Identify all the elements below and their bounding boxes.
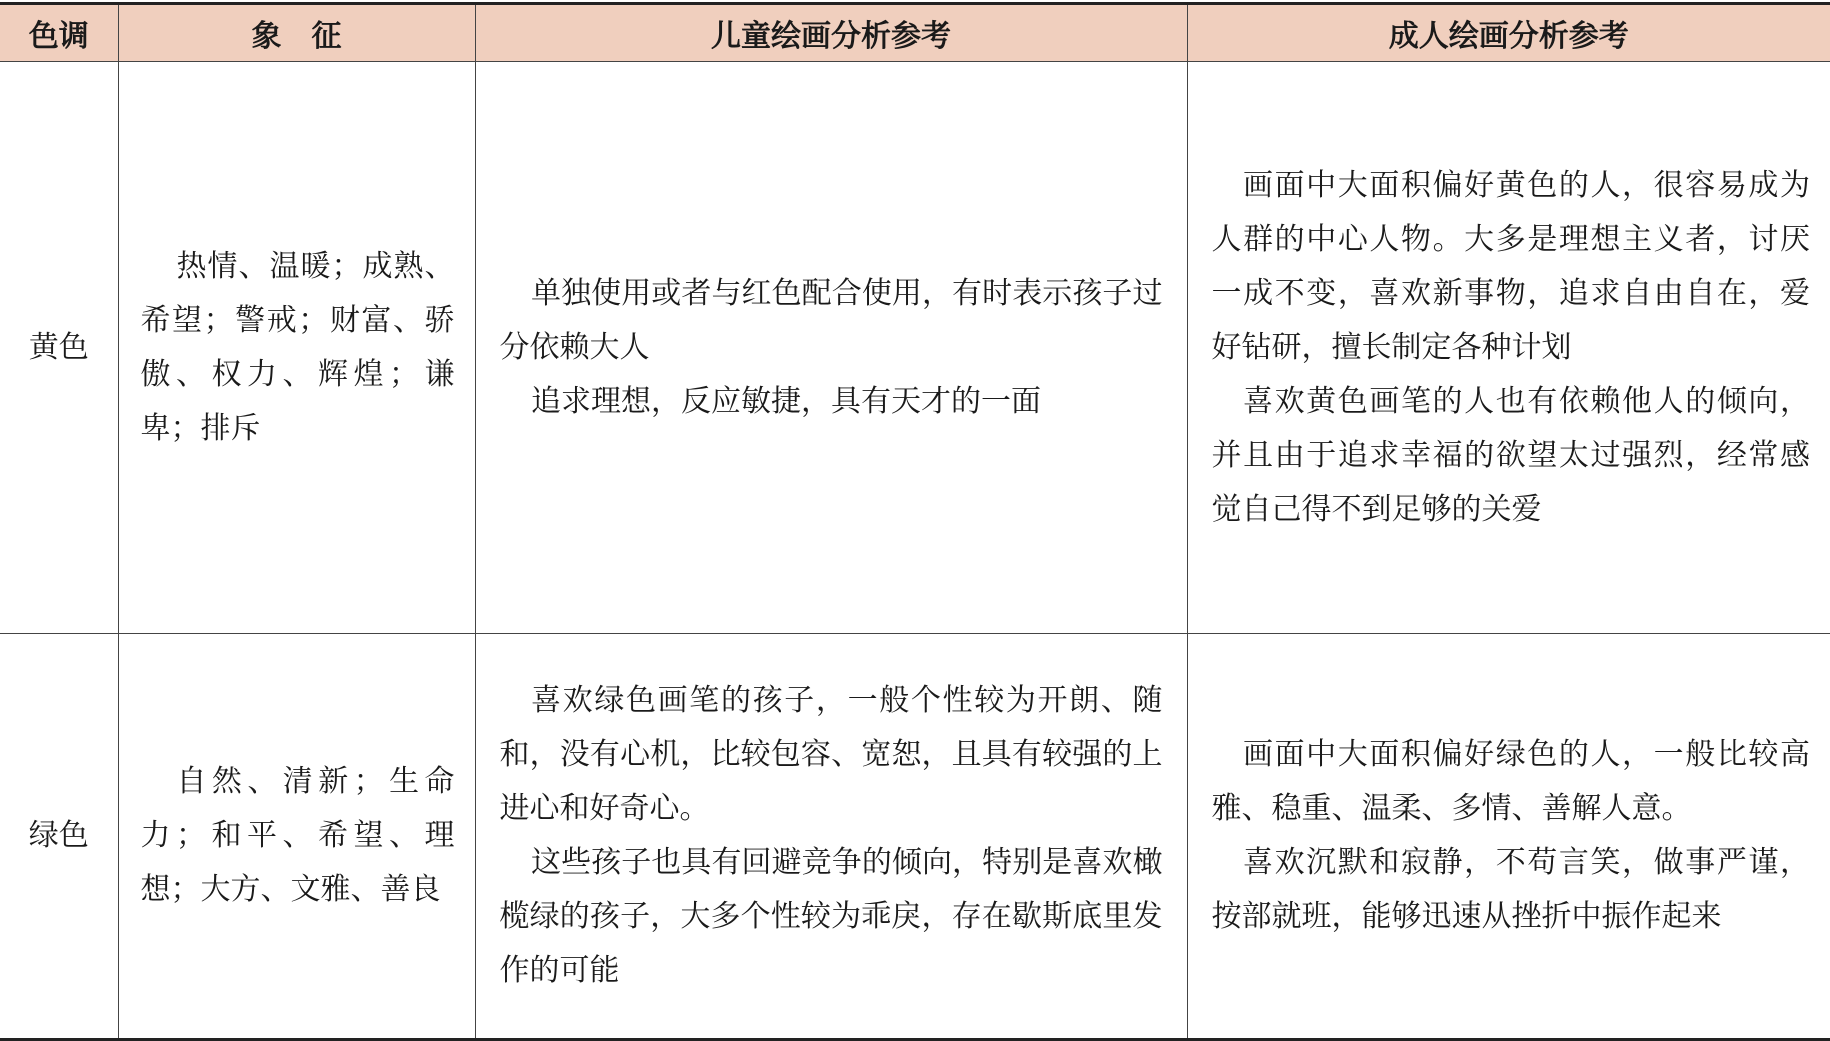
symbol-text: 热情、温暖；成熟、希望；警戒；财富、骄傲、权力、辉煌；谦卑；排斥 <box>140 248 455 446</box>
child-paragraph: 单独使用或者与红色配合使用，有时表示孩子过分依赖大人 <box>499 275 1163 365</box>
child-paragraph: 追求理想，反应敏捷，具有天才的一面 <box>531 383 1041 419</box>
header-row <box>0 4 1830 62</box>
child-paragraph: 喜欢绿色画笔的孩子，一般个性较为开朗、随和，没有心机，比较包容、宽恕，且具有较强的上进心和好奇心。 <box>499 683 1163 826</box>
tone-cell: 黄色 <box>0 62 118 634</box>
header-symbol: 象 征 <box>118 4 475 62</box>
child-analysis-cell <box>475 62 1187 634</box>
color-analysis-table <box>0 2 1830 1041</box>
symbol-cell <box>118 62 475 634</box>
header-tone: 色调 <box>0 4 118 62</box>
color-analysis-table-wrapper <box>0 2 1830 1041</box>
header-child-analysis: 儿童绘画分析参考 <box>475 4 1187 62</box>
adult-paragraph: 画面中大面积偏好绿色的人，一般比较高雅、稳重、温柔、多情、善解人意。 <box>1211 737 1810 826</box>
table-row-yellow <box>0 62 1830 634</box>
child-analysis-cell <box>475 634 1187 1040</box>
symbol-text: 自然、清新；生命力；和平、希望、理想；大方、文雅、善良 <box>140 764 455 907</box>
tone-cell: 绿色 <box>0 634 118 1040</box>
child-paragraph: 这些孩子也具有回避竞争的倾向，特别是喜欢橄榄绿的孩子，大多个性较为乖戾，存在歇斯底里发作的可能 <box>499 845 1163 988</box>
adult-paragraph: 画面中大面积偏好黄色的人，很容易成为人群的中心人物。大多是理想主义者，讨厌一成不变，喜欢新事物，追求自由自在，爱好钻研，擅长制定各种计划 <box>1211 167 1810 365</box>
header-adult-analysis: 成人绘画分析参考 <box>1187 4 1830 62</box>
adult-analysis-cell <box>1187 62 1830 634</box>
table-row-green <box>0 634 1830 1040</box>
adult-paragraph: 喜欢沉默和寂静，不苟言笑，做事严谨，按部就班，能够迅速从挫折中振作起来 <box>1211 845 1810 934</box>
adult-analysis-cell <box>1187 634 1830 1040</box>
adult-paragraph: 喜欢黄色画笔的人也有依赖他人的倾向，并且由于追求幸福的欲望太过强烈，经常感觉自己得不到足够的关爱 <box>1211 383 1810 527</box>
symbol-cell <box>118 634 475 1040</box>
